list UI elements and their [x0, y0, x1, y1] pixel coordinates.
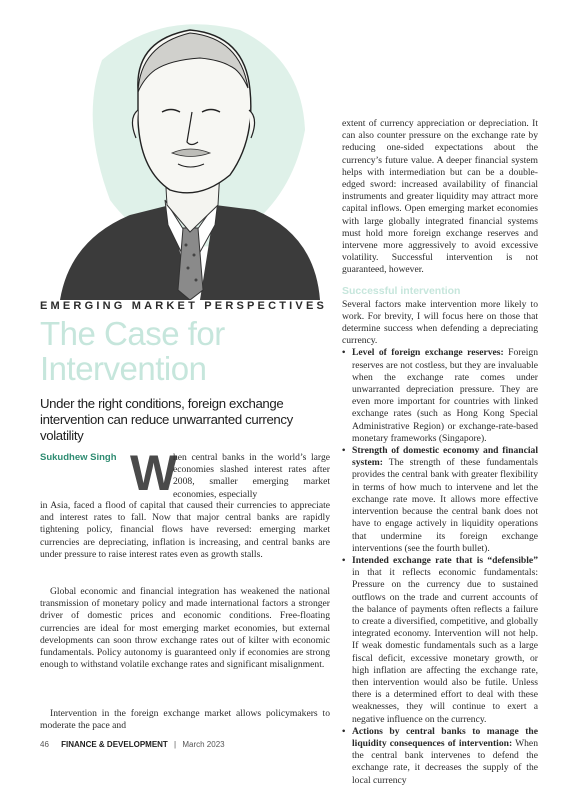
paragraph-2: Global economic and financial integration has weakened the national transmission of monetary policy and made international factors a stronger driver of domestic prices and economic conditions. Free-floating currencies are ideal for most emerging market economies, but external developments can soon throw exchange rates out of kilter with economic fundamentals. Policy autonomy is guaranteed only if economies are strong enough to withstand volatile exchange rates and significant misalignment.	[40, 586, 330, 671]
page-number: 46	[40, 740, 49, 749]
right-paragraph-2: Several factors make intervention more likely to work. For brevity, I will focus here on those that determine success when defending a depreciating currency.	[342, 298, 538, 347]
article-deck: Under the right conditions, foreign exchange intervention can reduce unwarranted currency volatility	[40, 396, 293, 443]
bullet-text: Foreign reserves are not costless, but they are invaluable when the exchange rate comes under unwarranted depreciation pressure. They are even more important for countries with linked exchange rates (such as Hong Kong Special Administrative Region) or exchange-rate-based monetary frameworks (Singapore).	[352, 347, 538, 444]
page-footer	[40, 740, 225, 749]
bullet-icon: •	[342, 445, 346, 457]
title-line-1: The Case for	[40, 315, 225, 352]
bullet-icon: •	[342, 347, 346, 359]
right-column	[342, 118, 538, 787]
list-item	[342, 726, 538, 787]
paragraph-1-intro: hen central banks in the world’s large economies slashed interest rates after 2008, smaller emerging market economies, especially	[173, 452, 330, 500]
bullet-icon: •	[342, 554, 346, 566]
bullet-text: The strength of these fundamentals provides the central bank with greater flexibility in terms of how much to intervene and let the exchange rate move. It allows more effective intervention because the central bank does not have to engage actively in liquidity operations that undermine its foreign exchange interventions (see the fourth bullet).	[352, 457, 538, 554]
author-byline: Sukudhew Singh	[40, 452, 117, 463]
paragraph-3: Intervention in the foreign exchange market allows policymakers to moderate the pace and	[40, 708, 330, 732]
list-item	[342, 555, 538, 726]
right-paragraph-1: extent of currency appreciation or depreciation. It can also counter pressure on the exchange rate by reducing one-sided expectations about the currency’s future value. A deeper financial system helps with intermediation but can be a double-edged sword: increased availability of financial instruments and greater liquidity may attract more capital inflows. Open emerging market economies with large globally integrated financial systems must hold more foreign exchange reserves and intervene more aggressively to avoid excessive volatility. Successful intervention is not guaranteed, however.	[342, 118, 538, 276]
section-kicker: EMERGING MARKET PERSPECTIVES	[40, 300, 328, 312]
drop-cap: W	[130, 445, 178, 501]
article-title	[40, 316, 330, 386]
bullet-lead: Level of foreign exchange reserves:	[352, 347, 504, 359]
publication-name: FINANCE & DEVELOPMENT	[61, 740, 168, 749]
bullet-lead: Strength of domestic economy and financial system:	[352, 445, 538, 469]
bullet-lead: Intended exchange rate that is “defensible”	[352, 554, 538, 566]
paragraph-1-continued: in Asia, faced a flood of capital that caused their currencies to appreciate and interest rates to fall. Now that major central banks are rapidly tightening policy, financial flows have reversed: emerging market currencies are depreciating, inflation is increasing, and central banks are under pressure to raise interest rates even as growth stalls.	[40, 500, 330, 560]
list-item	[342, 445, 538, 555]
bullet-text: When the central bank intervenes to defend the exchange rate, it decreases the supply of the local currency	[352, 737, 538, 786]
list-item	[342, 347, 538, 445]
bullet-text: in that it reflects economic fundamentals: Pressure on the currency due to sustained outflows on the trade and current accounts of the balance of payments often reflects a failure to create a diversified, competitive, and globally integrated economy. Intervention will not help. If weak domestic fundamentals such as a large fiscal deficit, excessive monetary growth, or high inflation are affecting the exchange rate, then intervention would also be futile. Unless there is a determined effort to deal with these weaknesses, they will continue to exert a negative influence on the currency.	[352, 567, 538, 725]
bullet-icon: •	[342, 725, 346, 737]
bullet-lead: Actions by central banks to manage the liquidity consequences of intervention:	[352, 725, 538, 749]
footer-separator: |	[174, 740, 177, 749]
author-portrait-illustration	[40, 0, 332, 300]
title-line-2: Intervention	[40, 350, 207, 387]
article-header	[40, 296, 330, 463]
issue-date: March 2023	[182, 740, 225, 749]
subhead-successful-intervention: Successful intervention	[342, 284, 461, 297]
factors-list	[342, 347, 538, 786]
